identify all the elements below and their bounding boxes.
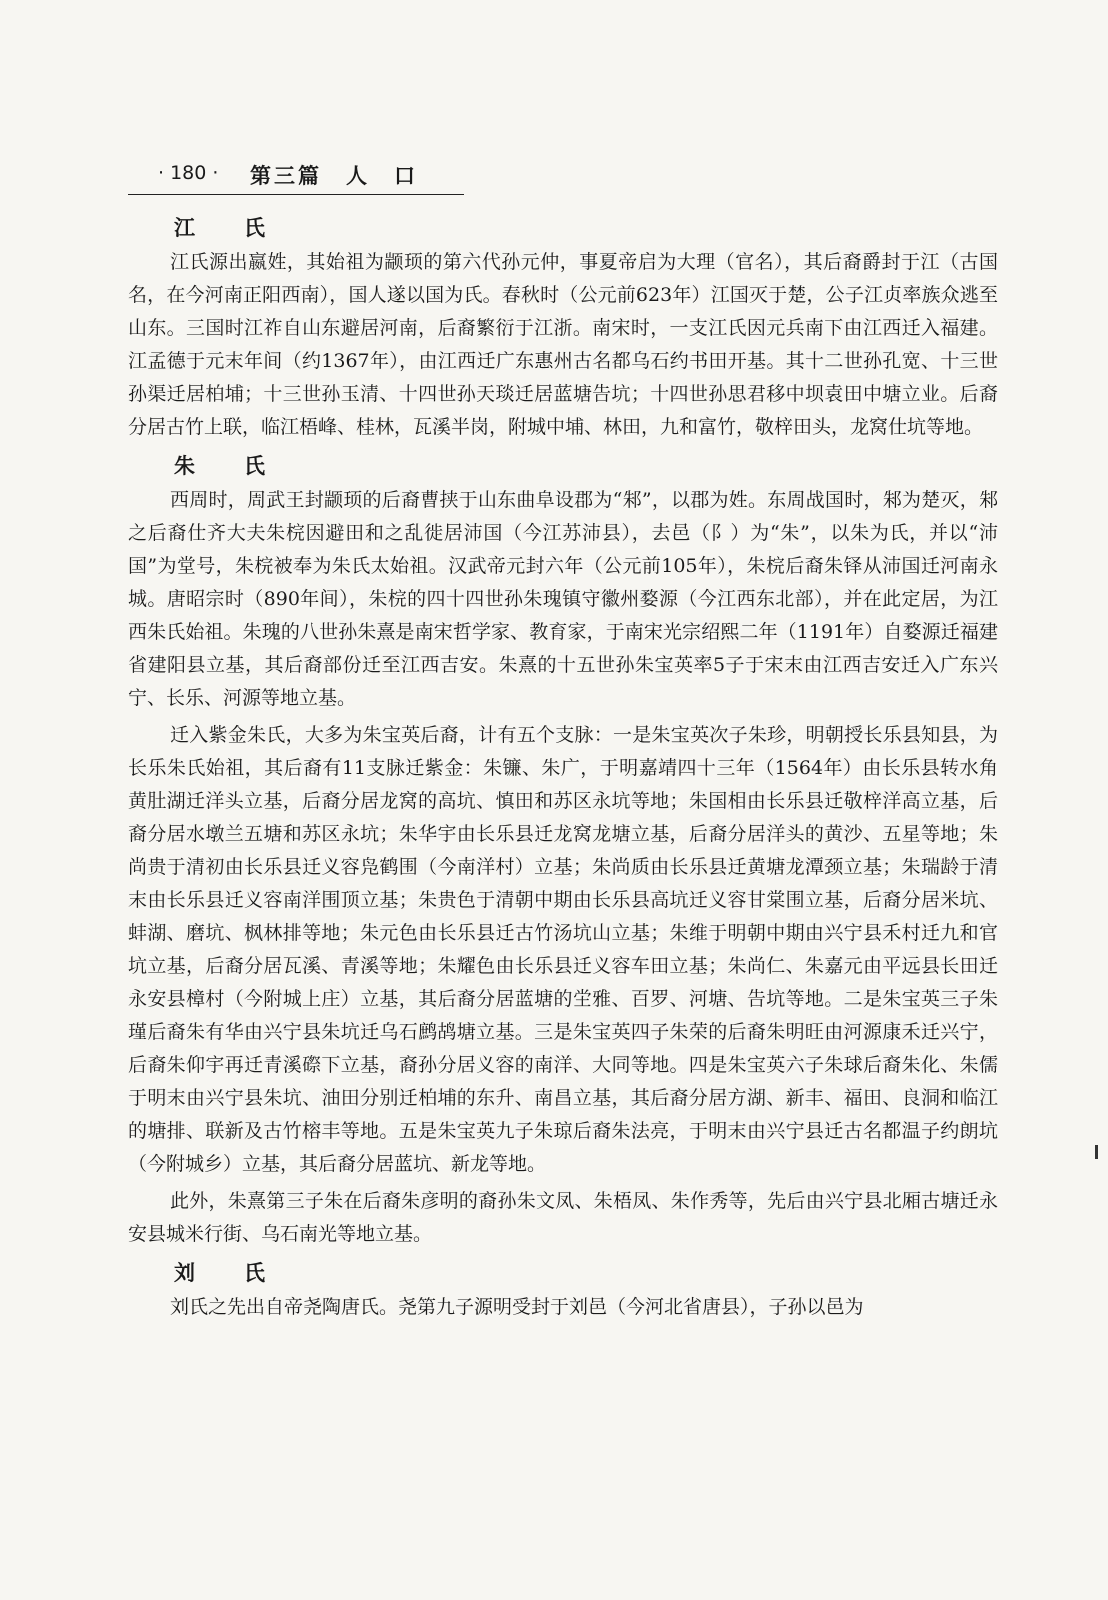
- paragraph: 江氏源出嬴姓，其始祖为颛顼的第六代孙元仲，事夏帝启为大理（官名），其后裔爵封于江（古国名，在今河南正阳西南），国人遂以国为氏。春秋时（公元前623年）江国灭于楚，公子江贞率族众逃至山东。三国时江祚自山东避居河南，后裔繁衍于江浙。南宋时，一支江氏因元兵南下由江西迁入福建。江孟德于元末年间（约1367年），由江西迁广东惠州古名都乌石约书田开基。其十二世孙孔宽、十三世孙渠迁居柏埔；十三世孙玉清、十四世孙天琰迁居蓝塘告坑；十四世孙思君移中坝袁田中塘立业。后裔分居古竹上联，临江梧峰、桂林，瓦溪半岗，附城中埔、林田，九和富竹，敬梓田头，龙窝仕坑等地。: [128, 251, 998, 438]
- paragraph: 迁入紫金朱氏，大多为朱宝英后裔，计有五个支脉：一是朱宝英次子朱珍，明朝授长乐县知县，为长乐朱氏始祖，其后裔有11支脉迁紫金：朱镰、朱广，于明嘉靖四十三年（1564年）由长乐县转水角黄肚湖迁洋头立基，后裔分居龙窝的高坑、慎田和苏区永坑等地；朱国相由长乐县迁敬梓洋高立基，后裔分居水墩兰五塘和苏区永坑；朱华宇由长乐县迁龙窝龙塘立基，后裔分居洋头的黄沙、五星等地；朱尚贵于清初由长乐县迁义容凫鹤围（今南洋村）立基；朱尚质由长乐县迁黄塘龙潭颈立基；朱瑞龄于清末由长乐县迁义容南洋围顶立基；朱贵色于清朝中期由长乐县高坑迁义容甘棠围立基，后裔分居米坑、蚌湖、磨坑、枫林排等地；朱元色由长乐县迁古竹汤坑山立基；朱维于明朝中期由兴宁县禾村迁九和官坑立基，后裔分居瓦溪、青溪等地；朱耀色由长乐县迁义容车田立基；朱尚仁、朱嘉元由平远县长田迁永安县樟村（今附城上庄）立基，其后裔分居蓝塘的坣雅、百罗、河塘、告坑等地。二是朱宝英三子朱瑾后裔朱有华由兴宁县朱坑迁乌石鹧鸪塘立基。三是朱宝英四子朱荣的后裔朱明旺由河源康禾迁兴宁，后裔朱仰宇再迁青溪磜下立基，裔孙分居义容的南洋、大同等地。四是朱宝英六子朱球后裔朱化、朱儒于明末由兴宁县朱坑、油田分别迁柏埔的东升、南昌立基，其后裔分居方湖、新丰、福田、良洞和临江的塘排、联新及古竹榕丰等地。五是朱宝英九子朱琼后裔朱法亮，于明末由兴宁县迁古名都温子约朗坑（今附城乡）立基，其后裔分居蓝坑、新龙等地。: [128, 724, 998, 1175]
- surname-heading-zhu: 朱 氏: [174, 454, 279, 478]
- page-body: [128, 210, 998, 1328]
- surname-heading-liu: 刘 氏: [174, 1261, 279, 1285]
- scan-mark: [1095, 1145, 1098, 1159]
- paragraph: 刘氏之先出自帝尧陶唐氏。尧第九子源明受封于刘邑（今河北省唐县），子孙以邑为: [170, 1296, 864, 1318]
- surname-heading-jiang: 江 氏: [174, 216, 279, 240]
- paragraph: 此外，朱熹第三子朱在后裔朱彦明的裔孙朱文凤、朱梧凤、朱作秀等，先后由兴宁县北厢古塘迁永安县城米行街、乌石南光等地立基。: [128, 1190, 998, 1245]
- section-title: 第三篇 人 口: [250, 164, 418, 188]
- page-number: · 180 ·: [158, 162, 219, 184]
- page-header: [128, 160, 464, 195]
- paragraph: 西周时，周武王封颛顼的后裔曹挟于山东曲阜设郡为“邾”，以郡为姓。东周战国时，邾为楚灭，邾之后裔仕齐大夫朱梡因避田和之乱徙居沛国（今江苏沛县），去邑（阝）为“朱”，以朱为氏，并以“沛国”为堂号，朱梡被奉为朱氏太始祖。汉武帝元封六年（公元前105年），朱梡后裔朱铎从沛国迁河南永城。唐昭宗时（890年间），朱梡的四十四世孙朱瑰镇守徽州婺源（今江西东北部），并在此定居，为江西朱氏始祖。朱瑰的八世孙朱熹是南宋哲学家、教育家，于南宋光宗绍熙二年（1191年）自婺源迁福建省建阳县立基，其后裔部份迁至江西吉安。朱熹的十五世孙朱宝英率5子于宋末由江西吉安迁入广东兴宁、长乐、河源等地立基。: [128, 489, 998, 709]
